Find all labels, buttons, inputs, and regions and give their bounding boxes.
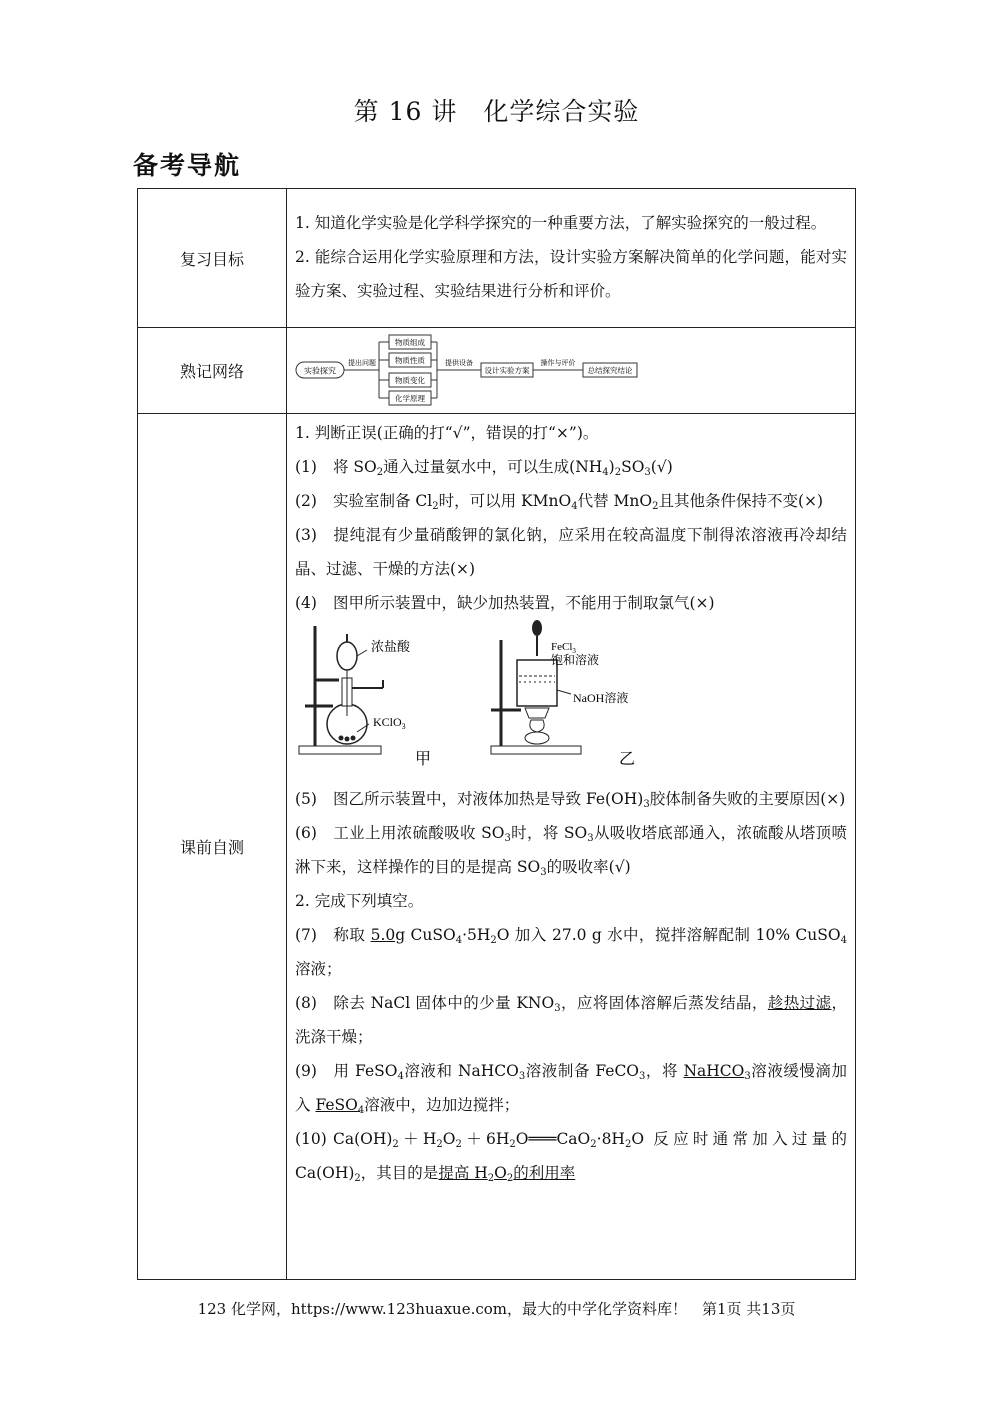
q2-item-7: (7) 称取 5.0g $CuSO_4\cdot 5H_2O$ 加入 27.0 g 水中，搅拌溶解配制 10% CuSO$_4$溶液； (295, 926, 847, 978)
design-text: 设计实验方案 (484, 365, 530, 375)
answer-9b: FeSO$_4$ (315, 1096, 365, 1116)
stand-base-b (491, 746, 581, 754)
apparatus-figures (295, 620, 847, 782)
label-conc-hcl: 浓盐酸 (371, 639, 411, 654)
caption-a: 甲 (415, 751, 432, 768)
selftest-row (138, 414, 856, 1280)
q1-item-3: (3) 提纯混有少量硝酸钾的氯化钠，应采用在较高温度下制得浓溶液再冷却结晶、过滤、干燥的方法(×) (295, 526, 847, 578)
q2-item-9: (9) 用 FeSO$_4$溶液和 NaHCO$_3$溶液制备 FeCO$_3$，将 NaHCO$_3$溶液缓慢滴加入 FeSO$_4$溶液中，边加边搅拌； (295, 1062, 847, 1116)
stand-base-a (299, 746, 381, 754)
funnel-a (337, 642, 357, 670)
apparatus-svg (295, 620, 855, 780)
branch-text-3: 物质变化 (395, 375, 425, 385)
burner-b (525, 732, 549, 744)
network-row (138, 328, 856, 414)
caption-b: 乙 (619, 751, 636, 768)
answer-8: 趁热过滤 (767, 994, 832, 1012)
q2-item-10: (10) $Ca(OH)_2+H_2O_2+6H_2O═══CaO_2\cdot 8H_2O$ 反应时通常加入过量的 $Ca(OH)_2$，其目的是提高 $H_2O_2$的利用率 (295, 1130, 847, 1184)
network-content (287, 328, 856, 414)
network-arrow-2-label: 提供设备 (445, 358, 473, 367)
branch-text-1: 物质组成 (395, 337, 425, 347)
network-label: 熟记网络 (138, 328, 287, 414)
q1-heading: 1. 判断正误(正确的打“√”，错误的打“×”)。 (295, 424, 599, 442)
q1-item-2: (2) 实验室制备 $Cl_2$时，可以用 KMnO$_4$代替 MnO$_2$且其他条件保持不变(×) (295, 492, 824, 512)
branch-text-2: 物质性质 (395, 355, 425, 365)
concept-map (293, 334, 653, 408)
review-label: 复习目标 (138, 189, 287, 328)
dropper-bulb (532, 620, 542, 636)
network-arrow-3-label: 操作与评价 (540, 358, 576, 367)
label-fecl3: FeCl$_3$ (551, 641, 576, 655)
review-row (138, 189, 856, 328)
label-saturated: 饱和溶液 (551, 653, 600, 667)
label-kclo3: KClO$_3$ (373, 715, 406, 731)
q1-item-5: (5) 图乙所示装置中，对液体加热是导致 $Fe(OH)_3$胶体制备失败的主要原因(×) (295, 790, 846, 810)
tripod-b (525, 708, 549, 718)
label-naoh: NaOH溶液 (573, 691, 629, 705)
review-item-1: 1. 知道化学实验是化学科学探究的一种重要方法，了解实验探究的一般过程。 (295, 214, 827, 232)
q1-item-6: (6) 工业上用浓硫酸吸收 $SO_3$时，将 $SO_3$从吸收塔底部通入，浓硫酸从塔顶喷淋下来，这样操作的目的是提高 $SO_3$的吸收率(√) (295, 824, 847, 878)
section-heading: 备考导航 (133, 151, 242, 180)
q1-item-4: (4) 图甲所示装置中，缺少加热装置，不能用于制取氯气(×) (295, 594, 715, 612)
selftest-label: 课前自测 (138, 414, 287, 1280)
review-content (287, 189, 856, 328)
page-footer: 123 化学网，https://www.123huaxue.com，最大的中学化学资料库！ 第1页 共13页 (197, 1300, 796, 1318)
study-guide-table (137, 188, 856, 1280)
answer-10: 提高 $H_2O_2$的利用率 (438, 1164, 576, 1184)
conclusion-text: 总结探究结论 (587, 365, 633, 375)
network-start-text: 实验探究 (304, 366, 336, 375)
page-title: 第 16 讲 化学综合实验 (353, 97, 640, 126)
branch-text-4: 化学原理 (395, 393, 425, 403)
q2-item-8: (8) 除去 NaCl 固体中的少量 $KNO_3$，应将固体溶解后蒸发结晶，趁热过滤，洗涤干燥； (295, 994, 847, 1046)
selftest-content (287, 414, 856, 1280)
review-item-2: 2. 能综合运用化学实验原理和方法，设计实验方案解决简单的化学问题，能对实验方案、实验过程、实验结果进行分析和评价。 (295, 248, 847, 300)
answer-7: 5.0g (370, 926, 406, 944)
network-arrow-1-label: 提出问题 (348, 358, 376, 367)
q2-heading: 2. 完成下列填空。 (295, 892, 424, 910)
answer-9a: NaHCO$_3$ (683, 1062, 751, 1082)
q1-item-1: (1) 将 $SO_2$通入过量氨水中，可以生成$(NH_4)_2SO_3(√)$ (295, 458, 673, 478)
